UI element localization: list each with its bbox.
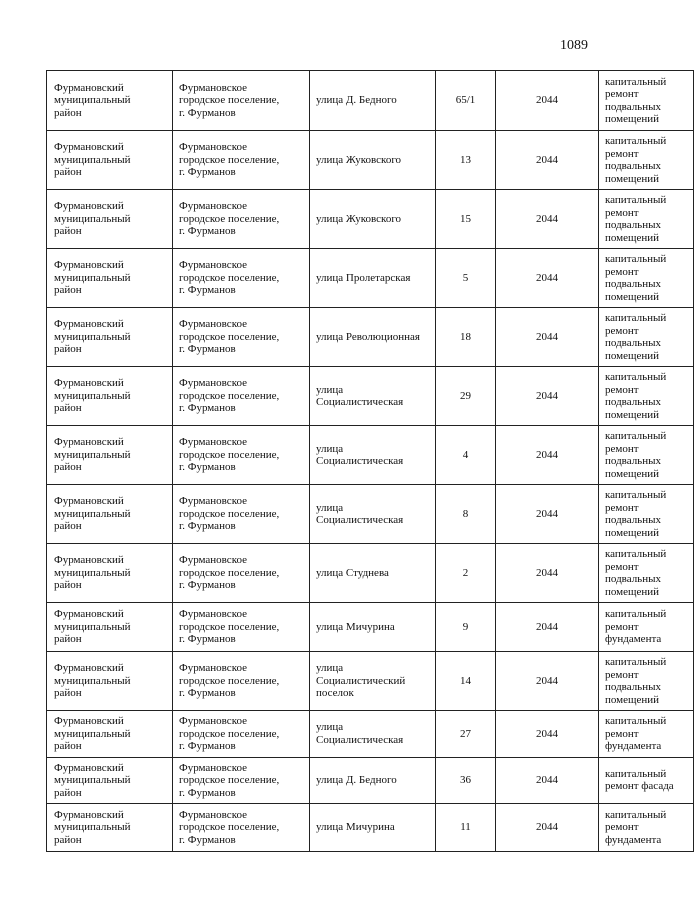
house-number-cell-text: 8	[462, 507, 469, 520]
house-number-cell	[436, 131, 496, 190]
work-type-cell	[599, 804, 694, 852]
table-row	[47, 249, 694, 308]
house-number-cell	[436, 249, 496, 308]
repair-schedule-table	[46, 70, 694, 852]
year-cell	[496, 711, 599, 758]
settlement-cell	[173, 367, 310, 426]
work-type-cell-text: капитальный ремонт фундамента	[605, 808, 667, 846]
table-row	[47, 308, 694, 367]
settlement-cell-text: Фурмановское городское поселение, г. Фурманов	[179, 259, 280, 297]
work-type-cell	[599, 485, 694, 544]
street-cell-text: улица Жуковского	[316, 153, 402, 166]
year-cell	[496, 308, 599, 367]
settlement-cell-text: Фурмановское городское поселение, г. Фурманов	[179, 715, 280, 752]
street-cell-text: улица Жуковского	[316, 212, 402, 225]
settlement-cell	[173, 426, 310, 485]
house-number-cell	[436, 367, 496, 426]
street-cell	[310, 308, 436, 367]
street-cell-text: улица Социалистическая	[316, 501, 404, 526]
year-cell	[496, 249, 599, 308]
house-number-cell-text: 15	[460, 212, 471, 225]
house-number-cell	[436, 426, 496, 485]
district-cell	[47, 249, 173, 308]
district-cell-text: Фурмановский муниципальный район	[54, 715, 131, 752]
street-cell-text: улица Революционная	[316, 330, 420, 343]
district-cell-text: Фурмановский муниципальный район	[54, 554, 131, 592]
year-cell	[496, 131, 599, 190]
street-cell	[310, 711, 436, 758]
year-cell-text: 2044	[536, 389, 558, 402]
house-number-cell-text: 27	[460, 727, 471, 740]
district-cell-text: Фурмановский муниципальный район	[54, 259, 131, 297]
year-cell-text: 2044	[536, 212, 558, 225]
district-cell-text: Фурмановский муниципальный район	[54, 377, 131, 415]
street-cell-text: улица Социалистическая	[316, 721, 404, 746]
table-row	[47, 426, 694, 485]
house-number-cell	[436, 603, 496, 652]
district-cell	[47, 367, 173, 426]
work-type-cell	[599, 367, 694, 426]
work-type-cell	[599, 426, 694, 485]
settlement-cell-text: Фурмановское городское поселение, г. Фурманов	[179, 662, 280, 700]
settlement-cell	[173, 190, 310, 249]
table-row	[47, 603, 694, 652]
street-cell	[310, 190, 436, 249]
settlement-cell-text: Фурмановское городское поселение, г. Фурманов	[179, 608, 280, 646]
district-cell-text: Фурмановский муниципальный район	[54, 141, 131, 179]
settlement-cell	[173, 131, 310, 190]
work-type-cell	[599, 131, 694, 190]
year-cell	[496, 367, 599, 426]
district-cell-text: Фурмановский муниципальный район	[54, 318, 131, 356]
street-cell-text: улица Мичурина	[316, 821, 395, 834]
street-cell	[310, 249, 436, 308]
house-number-cell-text: 36	[460, 774, 471, 786]
house-number-cell-text: 11	[460, 821, 471, 834]
district-cell	[47, 652, 173, 711]
work-type-cell	[599, 711, 694, 758]
year-cell	[496, 757, 599, 804]
year-cell	[496, 71, 599, 131]
street-cell	[310, 652, 436, 711]
settlement-cell	[173, 804, 310, 852]
work-type-cell	[599, 652, 694, 711]
district-cell	[47, 485, 173, 544]
house-number-cell-text: 18	[460, 330, 471, 343]
house-number-cell-text: 9	[462, 620, 469, 633]
year-cell-text: 2044	[536, 330, 558, 343]
district-cell	[47, 804, 173, 852]
year-cell-text: 2044	[536, 620, 558, 633]
street-cell-text: улица Социалистический поселок	[316, 662, 406, 700]
settlement-cell	[173, 71, 310, 131]
settlement-cell-text: Фурмановское городское поселение, г. Фурманов	[179, 377, 280, 415]
settlement-cell-text: Фурмановское городское поселение, г. Фурманов	[179, 436, 280, 474]
year-cell-text: 2044	[536, 674, 558, 687]
table-row	[47, 71, 694, 131]
work-type-cell-text: капитальный ремонт подвальных помещений	[605, 312, 667, 362]
settlement-cell-text: Фурмановское городское поселение, г. Фурманов	[179, 200, 280, 238]
work-type-cell	[599, 249, 694, 308]
street-cell-text: улица Мичурина	[316, 620, 395, 633]
street-cell-text: улица Социалистическая	[316, 442, 404, 467]
year-cell-text: 2044	[536, 566, 558, 579]
work-type-cell	[599, 544, 694, 603]
street-cell-text: улица Пролетарская	[316, 271, 411, 284]
year-cell	[496, 603, 599, 652]
work-type-cell-text: капитальный ремонт подвальных помещений	[605, 371, 667, 421]
work-type-cell	[599, 603, 694, 652]
district-cell	[47, 71, 173, 131]
house-number-cell-text: 65/1	[455, 94, 476, 107]
settlement-cell	[173, 249, 310, 308]
year-cell-text: 2044	[536, 94, 558, 107]
table-row	[47, 190, 694, 249]
table-row	[47, 804, 694, 852]
street-cell-text: улица Студнева	[316, 566, 389, 579]
work-type-cell-text: капитальный ремонт фундамента	[605, 608, 667, 646]
year-cell	[496, 652, 599, 711]
work-type-cell	[599, 308, 694, 367]
district-cell-text: Фурмановский муниципальный район	[54, 495, 131, 533]
settlement-cell-text: Фурмановское городское поселение, г. Фурманов	[179, 318, 280, 356]
work-type-cell-text: капитальный ремонт подвальных помещений	[605, 75, 667, 125]
street-cell-text: улица Д. Бедного	[316, 774, 397, 786]
year-cell-text: 2044	[536, 821, 558, 834]
settlement-cell-text: Фурмановское городское поселение, г. Фурманов	[179, 808, 280, 846]
district-cell-text: Фурмановский муниципальный район	[54, 662, 131, 700]
year-cell	[496, 804, 599, 852]
year-cell-text: 2044	[536, 271, 558, 284]
house-number-cell-text: 2	[462, 566, 469, 579]
house-number-cell	[436, 190, 496, 249]
house-number-cell	[436, 544, 496, 603]
district-cell-text: Фурмановский муниципальный район	[54, 608, 131, 646]
settlement-cell	[173, 757, 310, 804]
house-number-cell	[436, 308, 496, 367]
settlement-cell	[173, 711, 310, 758]
settlement-cell	[173, 485, 310, 544]
work-type-cell-text: капитальный ремонт подвальных помещений	[605, 430, 667, 480]
year-cell	[496, 544, 599, 603]
street-cell	[310, 603, 436, 652]
settlement-cell-text: Фурмановское городское поселение, г. Фурманов	[179, 495, 280, 533]
work-type-cell-text: капитальный ремонт подвальных помещений	[605, 656, 667, 706]
district-cell-text: Фурмановский муниципальный район	[54, 81, 131, 119]
district-cell	[47, 190, 173, 249]
work-type-cell	[599, 757, 694, 804]
settlement-cell-text: Фурмановское городское поселение, г. Фурманов	[179, 141, 280, 179]
table-row	[47, 367, 694, 426]
year-cell	[496, 426, 599, 485]
year-cell	[496, 190, 599, 249]
table-row	[47, 711, 694, 758]
settlement-cell	[173, 308, 310, 367]
district-cell-text: Фурмановский муниципальный район	[54, 200, 131, 238]
table-row	[47, 544, 694, 603]
work-type-cell-text: капитальный ремонт подвальных помещений	[605, 135, 667, 185]
house-number-cell-text: 5	[462, 271, 469, 284]
house-number-cell	[436, 804, 496, 852]
street-cell	[310, 71, 436, 131]
settlement-cell	[173, 603, 310, 652]
street-cell	[310, 426, 436, 485]
table-row	[47, 131, 694, 190]
work-type-cell	[599, 190, 694, 249]
house-number-cell-text: 14	[460, 674, 471, 687]
work-type-cell-text: капитальный ремонт подвальных помещений	[605, 194, 667, 244]
settlement-cell	[173, 652, 310, 711]
street-cell	[310, 131, 436, 190]
district-cell	[47, 131, 173, 190]
settlement-cell	[173, 544, 310, 603]
table-row	[47, 485, 694, 544]
year-cell-text: 2044	[536, 727, 558, 740]
house-number-cell	[436, 485, 496, 544]
street-cell	[310, 757, 436, 804]
house-number-cell-text: 13	[460, 153, 471, 166]
house-number-cell	[436, 652, 496, 711]
year-cell-text: 2044	[536, 153, 558, 166]
street-cell	[310, 544, 436, 603]
district-cell	[47, 308, 173, 367]
house-number-cell	[436, 711, 496, 758]
work-type-cell-text: капитальный ремонт фасада	[605, 767, 674, 793]
district-cell	[47, 603, 173, 652]
house-number-cell-text: 29	[460, 389, 471, 402]
year-cell-text: 2044	[536, 448, 558, 461]
house-number-cell	[436, 757, 496, 804]
house-number-cell	[436, 71, 496, 131]
district-cell	[47, 711, 173, 758]
page-number: 1089	[560, 38, 588, 53]
house-number-cell-text: 4	[462, 448, 469, 461]
work-type-cell-text: капитальный ремонт фундамента	[605, 715, 667, 752]
work-type-cell-text: капитальный ремонт подвальных помещений	[605, 253, 667, 303]
settlement-cell-text: Фурмановское городское поселение, г. Фурманов	[179, 554, 280, 592]
year-cell-text: 2044	[536, 774, 558, 786]
year-cell-text: 2044	[536, 507, 558, 520]
settlement-cell-text: Фурмановское городское поселение, г. Фурманов	[179, 761, 280, 799]
street-cell-text: улица Д. Бедного	[316, 94, 397, 107]
district-cell-text: Фурмановский муниципальный район	[54, 761, 131, 799]
settlement-cell-text: Фурмановское городское поселение, г. Фурманов	[179, 81, 280, 119]
table-row	[47, 757, 694, 804]
street-cell	[310, 804, 436, 852]
work-type-cell-text: капитальный ремонт подвальных помещений	[605, 548, 667, 598]
year-cell	[496, 485, 599, 544]
district-cell	[47, 544, 173, 603]
table-row	[47, 652, 694, 711]
street-cell	[310, 485, 436, 544]
district-cell	[47, 757, 173, 804]
street-cell	[310, 367, 436, 426]
work-type-cell	[599, 71, 694, 131]
district-cell-text: Фурмановский муниципальный район	[54, 436, 131, 474]
district-cell-text: Фурмановский муниципальный район	[54, 808, 131, 846]
district-cell	[47, 426, 173, 485]
street-cell-text: улица Социалистическая	[316, 383, 404, 408]
work-type-cell-text: капитальный ремонт подвальных помещений	[605, 489, 667, 539]
